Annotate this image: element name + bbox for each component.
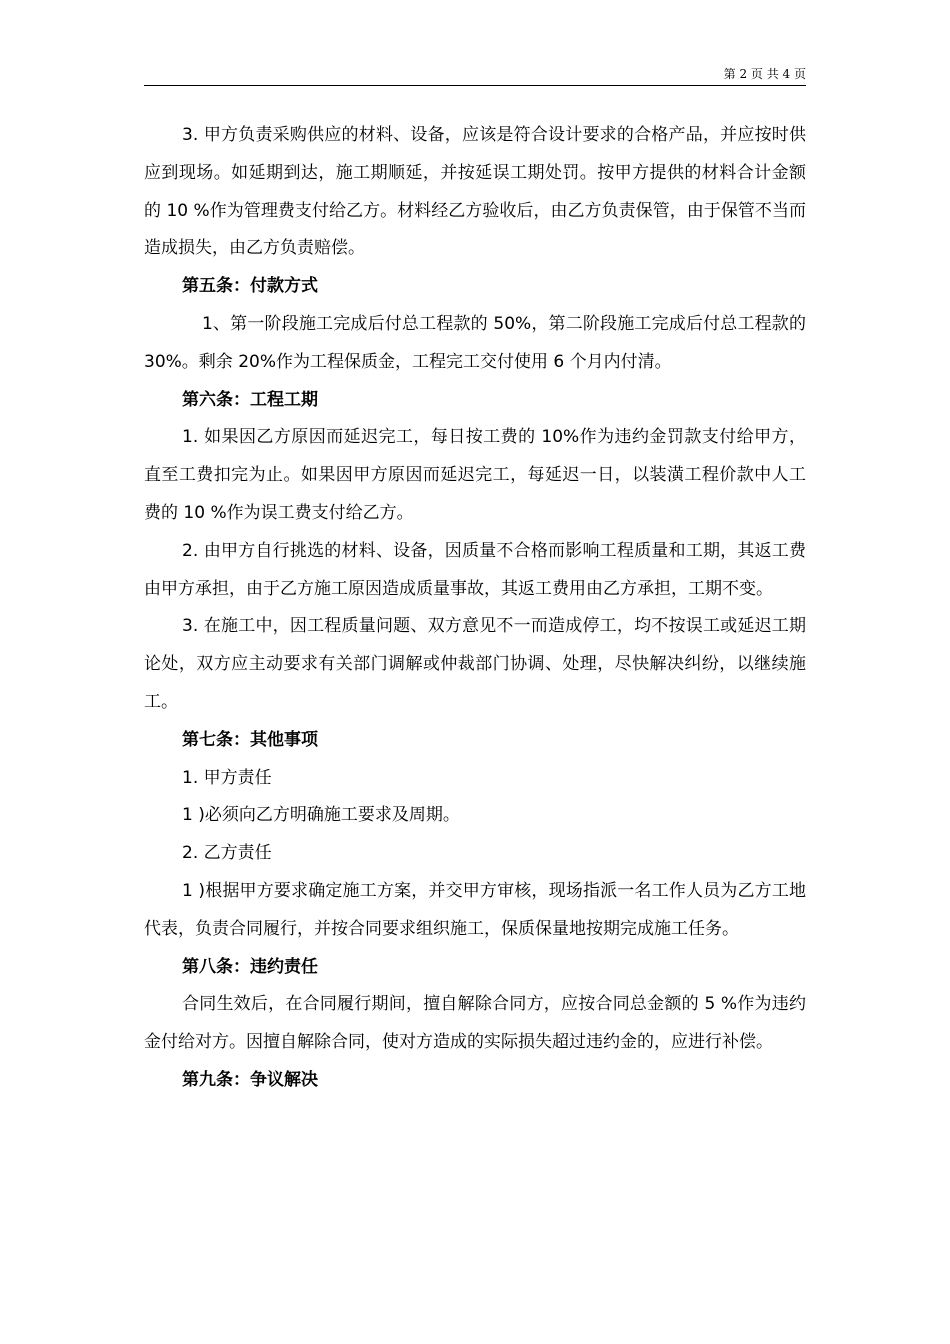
clause-paragraph: 1、第一阶段施工完成后付总工程款的 50%，第二阶段施工完成后付总工程款的 30%。剩余 20%作为工程保质金，工程完工交付使用 6 个月内付清。 — [144, 313, 806, 372]
document-body — [144, 117, 806, 1100]
article-heading: 第九条：争议解决 — [182, 1069, 318, 1090]
article-heading: 第六条：工程工期 — [182, 389, 318, 410]
clause-paragraph: 3. 在施工中，因工程质量问题、双方意见不一而造成停工，均不按误工或延迟工期论处，双方应主动要求有关部门调解或仲裁部门协调、处理，尽快解决纠纷，以继续施工。 — [144, 616, 806, 712]
clause-paragraph: 1 )根据甲方要求确定施工方案，并交甲方审核，现场指派一名工作人员为乙方工地代表，负责合同履行，并按合同要求组织施工，保质保量地按期完成施工任务。 — [144, 880, 806, 939]
clause-paragraph: 1 )必须向乙方明确施工要求及周期。 — [182, 805, 460, 826]
clause-paragraph: 1. 甲方责任 — [182, 767, 272, 788]
clause-paragraph: 2. 由甲方自行挑选的材料、设备，因质量不合格而影响工程质量和工期，其返工费由甲方承担，由于乙方施工原因造成质量事故，其返工费用由乙方承担，工期不变。 — [144, 540, 806, 599]
article-heading: 第八条：违约责任 — [182, 956, 318, 977]
clause-paragraph: 3. 甲方负责采购供应的材料、设备，应该是符合设计要求的合格产品，并应按时供应到现场。如延期到达，施工期顺延，并按延误工期处罚。按甲方提供的材料合计金额的 10 %作为管理费支付给乙方。材料经乙方验收后，由乙方负责保管，由于保管不当而造成损失，由乙方负责赔偿。 — [144, 125, 806, 259]
page-header — [144, 66, 806, 86]
clause-paragraph: 1. 如果因乙方原因而延迟完工，每日按工费的 10%作为违约金罚款支付给甲方，直至工费扣完为止。如果因甲方原因而延迟完工，每延迟一日，以装潢工程价款中人工费的 10 %作为误工费支付给乙方。 — [144, 427, 806, 523]
article-heading: 第五条：付款方式 — [182, 276, 318, 297]
clause-paragraph: 2. 乙方责任 — [182, 843, 272, 864]
page-number: 第 2 页 共 4 页 — [723, 67, 806, 81]
article-heading: 第七条：其他事项 — [182, 729, 318, 750]
clause-paragraph: 合同生效后，在合同履行期间，擅自解除合同方，应按合同总金额的 5 %作为违约金付给对方。因擅自解除合同，使对方造成的实际损失超过违约金的，应进行补偿。 — [144, 994, 806, 1053]
